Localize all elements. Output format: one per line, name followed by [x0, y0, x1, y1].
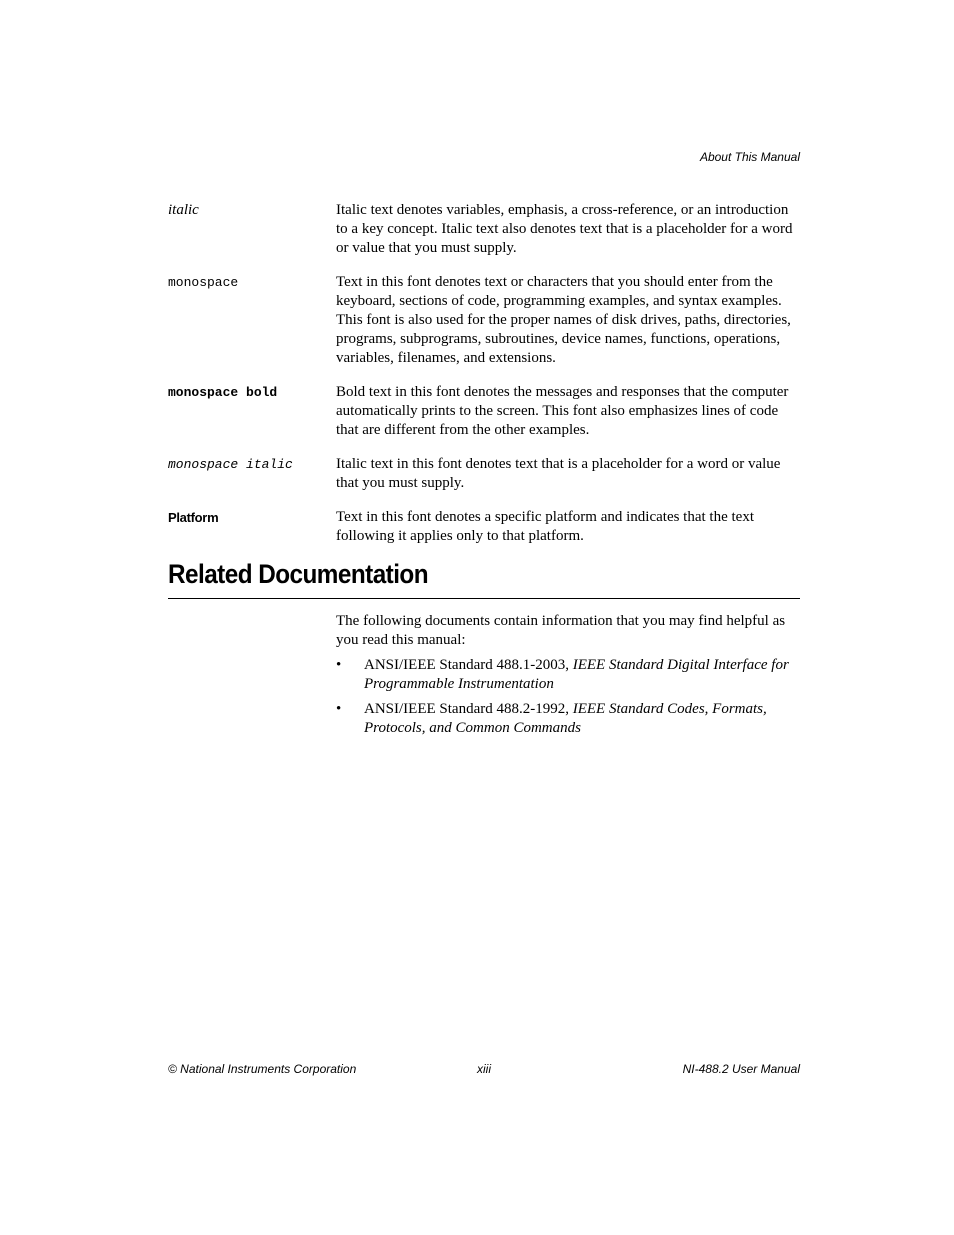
convention-term: monospace italic: [168, 457, 293, 472]
convention-row-monospace-italic: [168, 455, 800, 493]
bullet-icon: •: [336, 657, 342, 673]
convention-row-monospace-bold: [168, 383, 800, 440]
footer-manual-title: NI-488.2 User Manual: [682, 1062, 800, 1076]
page-number: xiii: [477, 1062, 491, 1076]
convention-term: italic: [168, 202, 199, 218]
convention-definition: Italic text in this font denotes text that is a placeholder for a word or value that you must supply.: [336, 456, 781, 491]
convention-term: monospace bold: [168, 385, 278, 400]
convention-term: Platform: [168, 510, 219, 525]
related-documentation-body: [336, 612, 800, 744]
convention-definition: Bold text in this font denotes the messages and responses that the computer automatically prints to the screen. This font also emphasizes lines of code that are different from the other examples.: [336, 384, 789, 438]
section-title: Related Documentation: [168, 559, 429, 589]
conventions-table: [168, 201, 800, 561]
convention-row-italic: [168, 201, 800, 258]
document-title: IEEE Standard Digital Interface for Programmable Instrumentation: [364, 657, 789, 692]
convention-definition: Italic text denotes variables, emphasis, a cross-reference, or an introduction to a key concept. Italic text also denotes text that is a placeholder for a word or value that you must supply.: [336, 202, 793, 256]
convention-row-monospace: [168, 273, 800, 368]
related-intro: The following documents contain information that you may find helpful as you read this manual:: [336, 613, 786, 648]
list-item: [336, 700, 800, 738]
convention-term: monospace: [168, 275, 239, 290]
section-divider: [168, 598, 800, 599]
list-item-text: [364, 700, 800, 738]
convention-row-platform: [168, 508, 800, 546]
document-standard: ANSI/IEEE Standard 488.1-2003,: [364, 657, 573, 673]
footer-copyright: © National Instruments Corporation: [168, 1062, 357, 1076]
document-title: IEEE Standard Codes, Formats, Protocols, and Common Commands: [364, 701, 767, 736]
list-item: [336, 656, 800, 694]
bullet-icon: •: [336, 701, 342, 717]
document-standard: ANSI/IEEE Standard 488.2-1992,: [364, 701, 573, 717]
convention-definition: Text in this font denotes a specific platform and indicates that the text following it applies only to that platform.: [336, 509, 754, 544]
running-header: About This Manual: [699, 150, 800, 164]
list-item-text: [364, 656, 800, 694]
convention-definition: Text in this font denotes text or characters that you should enter from the keyboard, sections of code, programming examples, and syntax examples. This font is also used for the proper names of disk drives, paths, directories, programs, subprograms, subroutines, device names, functions, operations, variables, filenames, and extensions.: [336, 274, 791, 366]
